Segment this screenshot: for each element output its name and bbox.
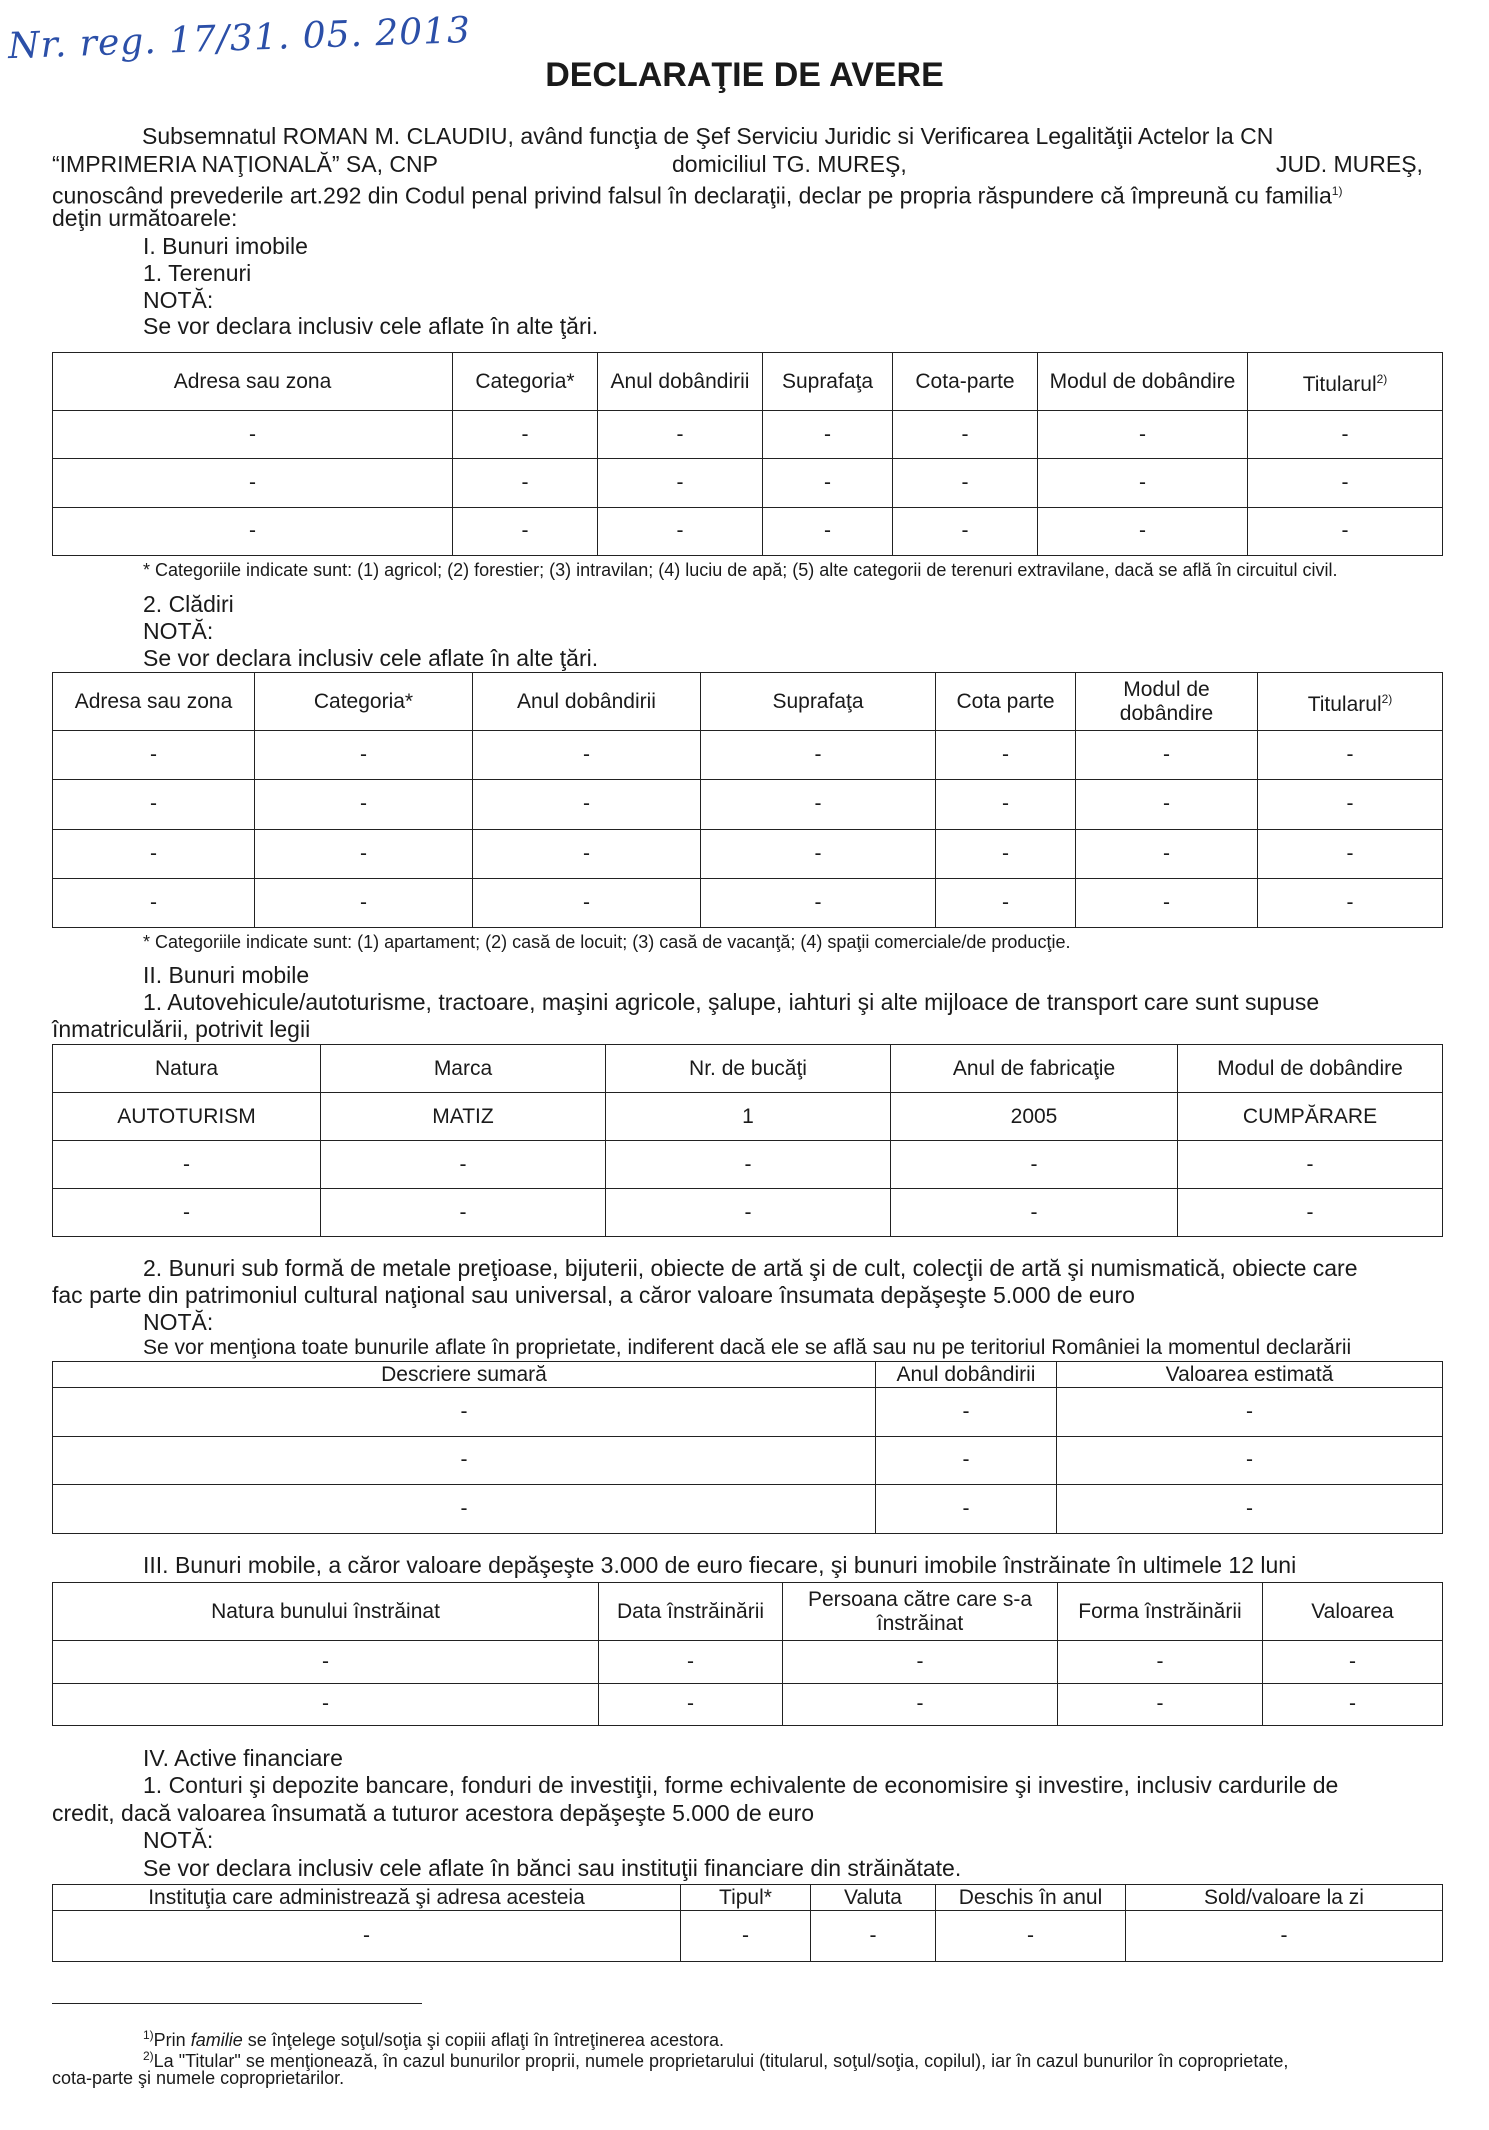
table-cell: -: [53, 1641, 599, 1684]
col-header: Tipul*: [681, 1885, 811, 1911]
col-header: Natura bunului înstrăinat: [53, 1583, 599, 1641]
table-cell: -: [53, 1485, 876, 1534]
col-header: Valoarea: [1263, 1583, 1443, 1641]
footnote-1-a: Prin: [153, 2030, 191, 2050]
col-header: [1258, 673, 1443, 731]
section-2-sub-2: 2. Bunuri sub formă de metale preţioase, bijuterii, obiecte de artă şi de cult, colecţii de artă şi numismatică, obiecte care: [143, 1255, 1358, 1281]
col-header: Categoria*: [255, 673, 473, 731]
table-cell: -: [453, 507, 598, 555]
table-cell: -: [936, 780, 1076, 829]
col-header: Forma înstrăinării: [1058, 1583, 1263, 1641]
table-header-row: [53, 1885, 1443, 1911]
table-cell: -: [936, 731, 1076, 780]
table-cell: -: [1258, 780, 1443, 829]
table-cell: -: [893, 411, 1038, 459]
col-header-sup: 2): [1381, 691, 1393, 706]
table-cell: -: [53, 780, 255, 829]
col-header: Anul de fabricaţie: [891, 1045, 1178, 1093]
table-cell: -: [1038, 411, 1248, 459]
footnote-separator: [52, 2003, 422, 2004]
table-cell: -: [1057, 1388, 1443, 1437]
table-row: [53, 411, 1443, 459]
table-cell: -: [53, 731, 255, 780]
table-cell: -: [53, 459, 453, 507]
table-cell: -: [783, 1683, 1058, 1726]
footnote-1-em: familie: [190, 2030, 243, 2050]
table-cell: -: [255, 829, 473, 878]
table-cell: -: [453, 459, 598, 507]
section-1-nota: NOTĂ:: [143, 287, 214, 313]
col-header-text: Titularul: [1307, 692, 1382, 716]
table-cell: -: [1178, 1141, 1443, 1189]
table-header-row: [53, 353, 1443, 411]
table-cell: MATIZ: [321, 1093, 606, 1141]
footnote-1-b: se înţelege soţul/soţia şi copiii aflaţi în întreţinerea acestora.: [242, 2030, 724, 2050]
table-header-row: [53, 1362, 1443, 1388]
table-cell: -: [473, 731, 701, 780]
table-cell: -: [1076, 780, 1258, 829]
section-4-sub-1-cont: credit, dacă valoarea însumată a tuturor acestora depăşeşte 5.000 de euro: [52, 1800, 815, 1826]
table-cell: AUTOTURISM: [53, 1093, 321, 1141]
table-cell: -: [53, 1189, 321, 1237]
table-row: [53, 459, 1443, 507]
table-cell: -: [1263, 1641, 1443, 1684]
table-cell: -: [53, 1141, 321, 1189]
table-cell: 2005: [891, 1093, 1178, 1141]
col-header: Adresa sau zona: [53, 353, 453, 411]
table-cell: -: [876, 1388, 1057, 1437]
table-cell: -: [1263, 1683, 1443, 1726]
intro-line-3-sup: 1): [1331, 184, 1343, 198]
table-cell: -: [701, 731, 936, 780]
col-header-text: Titularul: [1302, 372, 1377, 396]
table-cell: -: [891, 1189, 1178, 1237]
table-header-row: [53, 1583, 1443, 1641]
col-header: Modul de dobândire: [1178, 1045, 1443, 1093]
table-cell: -: [1058, 1683, 1263, 1726]
section-1-heading: I. Bunuri imobile: [143, 233, 308, 259]
section-4-nota-text: Se vor declara inclusiv cele aflate în bănci sau instituţii financiare din străinătate.: [143, 1855, 962, 1881]
table-header-row: [53, 1045, 1443, 1093]
table-cell: -: [893, 459, 1038, 507]
section-2-heading: II. Bunuri mobile: [143, 962, 310, 988]
table-cell: -: [763, 411, 893, 459]
autovehicule-table: [52, 1044, 1443, 1237]
section-3-heading: III. Bunuri mobile, a căror valoare depăşeşte 3.000 de euro fiecare, şi bunuri imobile înstrăinate în ultimele 12 luni: [143, 1552, 1297, 1578]
col-header: Valuta: [811, 1885, 936, 1911]
table-cell: -: [763, 507, 893, 555]
table-cell: -: [936, 829, 1076, 878]
terenuri-footnote: * Categoriile indicate sunt: (1) agricol; (2) forestier; (3) intravilan; (4) luciu de apă; (5) alte categorii de terenuri extravilane, dacă se află în circuitul civil.: [143, 560, 1338, 580]
table-cell: -: [53, 878, 255, 927]
col-header: Nr. de bucăţi: [606, 1045, 891, 1093]
section-1-nota-text: Se vor declara inclusiv cele aflate în alte ţări.: [143, 313, 599, 339]
table-cell: -: [473, 878, 701, 927]
table-cell: -: [598, 411, 763, 459]
table-cell: -: [893, 507, 1038, 555]
table-row: [53, 878, 1443, 927]
table-cell: -: [1038, 507, 1248, 555]
table-cell: -: [1076, 731, 1258, 780]
col-header: Data înstrăinării: [599, 1583, 783, 1641]
table-cell: -: [598, 459, 763, 507]
table-row: [53, 507, 1443, 555]
table-cell: -: [1076, 829, 1258, 878]
table-cell: -: [876, 1485, 1057, 1534]
table-cell: -: [936, 1911, 1126, 1962]
active-financiare-table: [52, 1884, 1443, 1962]
document-title: DECLARAŢIE DE AVERE: [545, 56, 944, 94]
footnote-1-sup: 1): [143, 2028, 154, 2042]
table-cell: -: [321, 1189, 606, 1237]
intro-line-2c: JUD. MUREŞ,: [1276, 151, 1423, 177]
table-cell: -: [53, 1388, 876, 1437]
table-cell: -: [891, 1141, 1178, 1189]
bunuri-pretioase-table: [52, 1361, 1443, 1534]
table-header-row: [53, 673, 1443, 731]
table-cell: -: [53, 1683, 599, 1726]
section-1-sub-2: 2. Clădiri: [143, 591, 234, 617]
table-row: [53, 731, 1443, 780]
table-cell: -: [53, 1436, 876, 1485]
col-header: Sold/valoare la zi: [1126, 1885, 1443, 1911]
cladiri-footnote: * Categoriile indicate sunt: (1) apartament; (2) casă de locuit; (3) casă de vacanţă; (4) spaţii comerciale/de producţie.: [143, 932, 1071, 952]
table-cell: -: [1248, 411, 1443, 459]
col-header: Suprafaţa: [701, 673, 936, 731]
table-cell: 1: [606, 1093, 891, 1141]
table-cell: -: [53, 1911, 681, 1962]
footnote-2-a: La "Titular" se menţionează, în cazul bunurilor proprii, numele proprietarului (titularul, soţul/soţia, copilul), iar în cazul bunurilor în coproprietate,: [153, 2051, 1289, 2071]
table-row: [53, 1683, 1443, 1726]
table-cell: -: [1178, 1189, 1443, 1237]
col-header: Anul dobândirii: [598, 353, 763, 411]
table-cell: -: [1057, 1436, 1443, 1485]
table-cell: -: [1248, 459, 1443, 507]
table-cell: -: [1038, 459, 1248, 507]
col-header: Categoria*: [453, 353, 598, 411]
col-header: Persoana către care s-a înstrăinat: [783, 1583, 1058, 1641]
intro-line-1: Subsemnatul ROMAN M. CLAUDIU, având funcţia de Şef Serviciu Juridic si Verificarea Legalităţii Actelor la CN: [142, 123, 1274, 149]
table-row: [53, 829, 1443, 878]
col-header: [1248, 353, 1443, 411]
intro-line-2b: domiciliul TG. MUREŞ,: [672, 151, 907, 177]
section-4-heading: IV. Active financiare: [143, 1745, 343, 1771]
table-cell: CUMPĂRARE: [1178, 1093, 1443, 1141]
section-2-sub-1: 1. Autovehicule/autoturisme, tractoare, maşini agricole, şalupe, iahturi şi alte mijloace de transport care sunt supuse: [143, 989, 1320, 1015]
table-cell: -: [936, 878, 1076, 927]
section-2-sub-1-cont: înmatriculării, potrivit legii: [52, 1016, 311, 1042]
table-cell: -: [453, 411, 598, 459]
section-2-nota: NOTĂ:: [143, 1309, 214, 1335]
table-cell: -: [255, 780, 473, 829]
col-header: Modul de dobândire: [1076, 673, 1258, 731]
table-cell: -: [1057, 1485, 1443, 1534]
section-1b-nota-text: Se vor declara inclusiv cele aflate în alte ţări.: [143, 645, 599, 671]
table-cell: -: [681, 1911, 811, 1962]
table-cell: -: [1248, 507, 1443, 555]
col-header: Suprafaţa: [763, 353, 893, 411]
table-cell: -: [701, 829, 936, 878]
col-header: Modul de dobândire: [1038, 353, 1248, 411]
table-cell: -: [53, 411, 453, 459]
handwritten-registration-note: Nr. reg. 17/31. 05. 2013: [7, 9, 472, 68]
col-header: Anul dobândirii: [876, 1362, 1057, 1388]
section-1b-nota: NOTĂ:: [143, 618, 214, 644]
table-cell: -: [783, 1641, 1058, 1684]
table-row: [53, 1388, 1443, 1437]
intro-line-3-text: cunoscând prevederile art.292 din Codul penal privind falsul în declaraţii, declar pe propria răspundere că împreună cu familia: [52, 182, 1332, 209]
col-header: Instituţia care administrează şi adresa acesteia: [53, 1885, 681, 1911]
col-header: Cota-parte: [893, 353, 1038, 411]
table-cell: -: [473, 780, 701, 829]
section-4-sub-1: 1. Conturi şi depozite bancare, fonduri de investiţii, forme echivalente de economisire şi investire, inclusiv cardurile de: [143, 1772, 1339, 1798]
table-cell: -: [255, 878, 473, 927]
section-4-nota: NOTĂ:: [143, 1827, 214, 1853]
table-cell: -: [1126, 1911, 1443, 1962]
table-cell: -: [53, 829, 255, 878]
table-cell: -: [53, 507, 453, 555]
terenuri-table: [52, 352, 1443, 556]
table-cell: -: [1258, 731, 1443, 780]
col-header: Valoarea estimată: [1057, 1362, 1443, 1388]
table-cell: -: [1076, 878, 1258, 927]
intro-line-2a: “IMPRIMERIA NAŢIONALĂ” SA, CNP: [52, 151, 438, 177]
intro-line-3: [52, 178, 1342, 210]
table-row: [53, 1189, 1443, 1237]
table-cell: -: [763, 459, 893, 507]
cladiri-table: [52, 672, 1443, 928]
table-cell: -: [255, 731, 473, 780]
intro-line-4: deţin următoarele:: [52, 205, 238, 231]
section-2-sub-2-cont: fac parte din patrimoniul cultural naţional sau universal, a căror valoare însumata depăşeşte 5.000 de euro: [52, 1282, 1135, 1308]
footnote-2-sup: 2): [143, 2049, 154, 2063]
table-cell: -: [701, 878, 936, 927]
table-row: [53, 1436, 1443, 1485]
table-cell: -: [473, 829, 701, 878]
table-cell: -: [701, 780, 936, 829]
table-cell: -: [599, 1641, 783, 1684]
section-1-sub-1: 1. Terenuri: [143, 260, 252, 286]
table-row: [53, 1911, 1443, 1962]
table-row: [53, 1485, 1443, 1534]
table-row: [53, 1093, 1443, 1141]
col-header: Marca: [321, 1045, 606, 1093]
instrainate-table: [52, 1582, 1443, 1726]
col-header: Natura: [53, 1045, 321, 1093]
col-header: Adresa sau zona: [53, 673, 255, 731]
table-row: [53, 1641, 1443, 1684]
footnote-2-cont: cota-parte şi numele coproprietarilor.: [52, 2068, 345, 2088]
table-cell: -: [1258, 829, 1443, 878]
col-header: Anul dobândirii: [473, 673, 701, 731]
table-cell: -: [1258, 878, 1443, 927]
col-header: Descriere sumară: [53, 1362, 876, 1388]
table-row: [53, 1141, 1443, 1189]
table-cell: -: [606, 1141, 891, 1189]
table-cell: -: [811, 1911, 936, 1962]
table-cell: -: [606, 1189, 891, 1237]
col-header-sup: 2): [1376, 371, 1388, 386]
col-header: Cota parte: [936, 673, 1076, 731]
col-header: Deschis în anul: [936, 1885, 1126, 1911]
section-2-nota-text: Se vor menţiona toate bunurile aflate în proprietate, indiferent dacă ele se află sau nu pe teritoriul României la momentul declarării: [143, 1336, 1352, 1359]
table-cell: -: [321, 1141, 606, 1189]
table-cell: -: [599, 1683, 783, 1726]
table-cell: -: [876, 1436, 1057, 1485]
table-cell: -: [598, 507, 763, 555]
table-row: [53, 780, 1443, 829]
table-cell: -: [1058, 1641, 1263, 1684]
